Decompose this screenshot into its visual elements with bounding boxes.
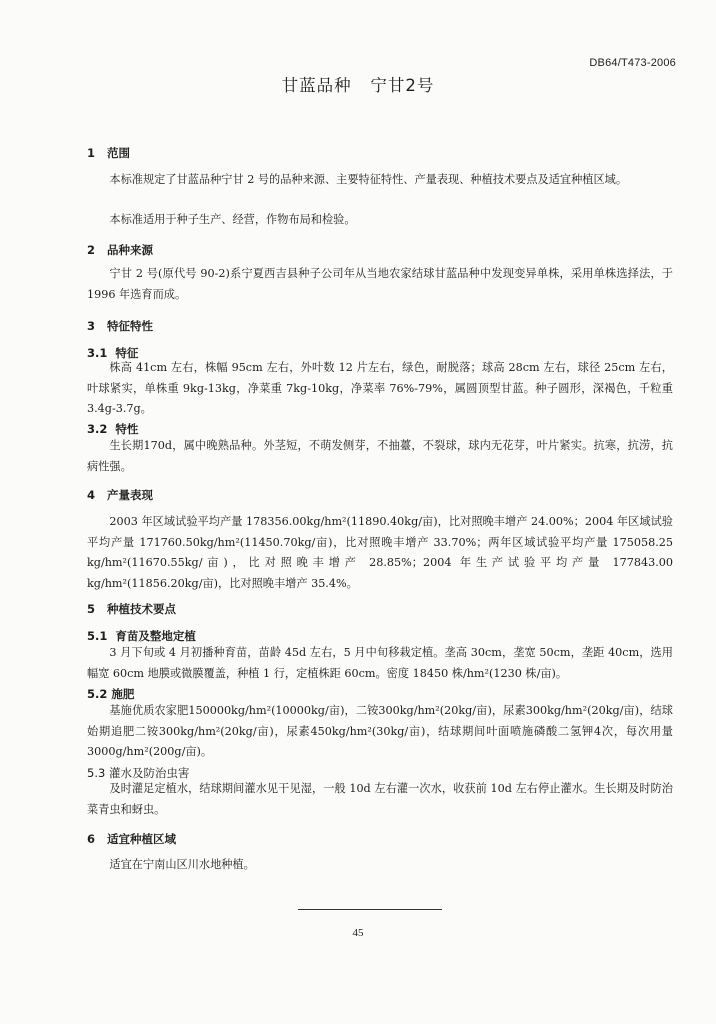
section-5-2-paragraph: 基施优质农家肥150000kg/hm²(10000kg/亩)，二铵300kg/hm²(20kg/亩)，尿素300kg/hm²(20kg/亩)，结球始期追肥二铵300kg/hm²(20kg/亩)，尿素450kg/hm²(30kg/亩)，结球期间叶面喷施磷酸二氢钾4次，每次用量3000g/hm²(200g/亩)。 <box>87 704 673 758</box>
section-3-2-paragraph: 生长期170d，属中晚熟品种。外茎短，不萌发侧芽，不抽薹，不裂球，球内无花芽，叶片紧实。抗寒，抗涝，抗病性强。 <box>87 439 673 473</box>
section-5-1-paragraph: 3 月下旬或 4 月初播种育苗，苗龄 45d 左右，5 月中旬移栽定植。垄高 30cm，垄宽 50cm，垄距 40cm，选用幅宽 60cm 地膜或微膜覆盖，种植 1 行，定植株距 60cm。密度 18450 株/hm²(1230 株/亩)。 <box>87 646 673 680</box>
section-5-1-heading: 5.1 育苗及整地定植 <box>87 629 196 643</box>
section-4-paragraph: 2003 年区域试验平均产量 178356.00kg/hm²(11890.40kg/亩)，比对照晚丰增产 24.00%；2004 年区域试验平均产量 171760.50kg/hm²(11450.70kg/亩)，比对照晚丰增产 33.70%；两年区域试验平均产量 175058.25 kg/hm²(11670.55kg/亩)，比对照晚丰增产 28.85%；2004 年生产试验平均产量 177843.00 kg/hm²(11856.20kg/亩)，比对照晚丰增产 35.4%。 <box>87 515 673 590</box>
section-5-3-heading: 5.3 灌水及防治虫害 <box>87 766 190 780</box>
section-6-heading: 6 适宜种植区域 <box>87 832 177 846</box>
section-3-1-paragraph: 株高 41cm 左右，株幅 95cm 左右，外叶数 12 片左右，绿色，耐脱落；球高 28cm 左右，球径 25cm 左右，叶球紧实，单株重 9kg-13kg，净菜重 7kg-10kg，净菜率 76%-79%，属圆顶型甘蓝。种子圆形，深褐色，千粒重 3.4g-3.7g。 <box>87 361 673 415</box>
section-5-2-heading: 5.2 施肥 <box>87 687 135 701</box>
section-5-heading: 5 种植技术要点 <box>87 602 177 616</box>
section-2-paragraph: 宁甘 2 号(原代号 90-2)系宁夏西吉县种子公司年从当地农家结球甘蓝品种中发现变异单株，采用单株选择法，于 1996 年选育而成。 <box>87 267 673 301</box>
section-5-3-paragraph: 及时灌足定植水，结球期间灌水见干见湿，一般 10d 左右灌一次水，收获前 10d 左右停止灌水。生长期及时防治菜青虫和蚜虫。 <box>87 782 673 816</box>
footer-divider <box>298 909 442 910</box>
section-1-paragraph-2: 本标准适用于种子生产、经营，作物布局和检验。 <box>109 213 356 226</box>
section-1-heading: 1 范围 <box>87 146 131 160</box>
page-number: 45 <box>352 927 364 939</box>
section-3-1-heading: 3.1 特征 <box>87 346 139 360</box>
section-6-paragraph: 适宜在宁南山区川水地种植。 <box>109 858 255 871</box>
section-2-heading: 2 品种来源 <box>87 243 154 257</box>
document-title: 甘蓝品种 宁甘2号 <box>281 76 435 95</box>
section-4-heading: 4 产量表现 <box>87 488 154 502</box>
section-3-2-heading: 3.2 特性 <box>87 422 139 436</box>
section-1-paragraph-1: 本标准规定了甘蓝品种宁甘 2 号的品种来源、主要特征特性、产量表现、种植技术要点及适宜种植区域。 <box>109 173 628 186</box>
section-3-heading: 3 特征特性 <box>87 319 154 333</box>
standard-code: DB64/T473-2006 <box>589 57 676 69</box>
